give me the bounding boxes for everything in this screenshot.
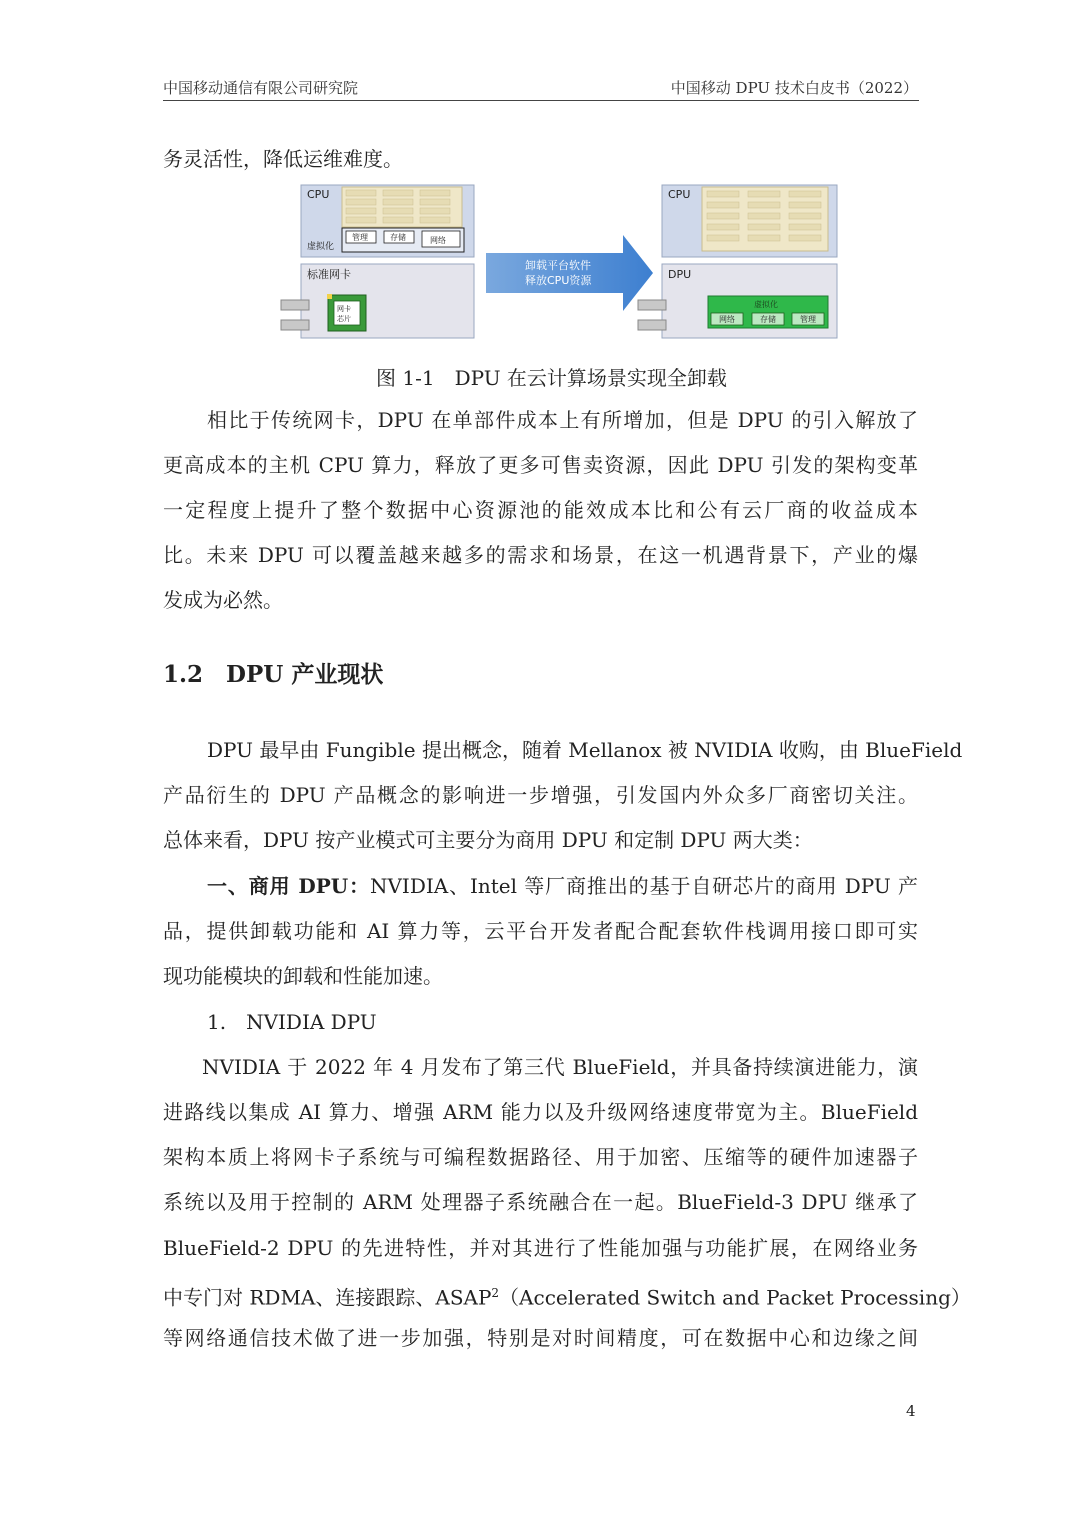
para3-bold-lead: 一、商用 DPU：	[207, 874, 370, 898]
right-core-grid	[702, 187, 828, 251]
left-storage-label: 存储	[390, 233, 406, 242]
para1-line-5: 发成为必然。	[163, 588, 283, 612]
text-line-1: 务灵活性，降低运维难度。	[163, 147, 403, 171]
para4-line-1: NVIDIA 于 2022 年 4 月发布了第三代 BlueField，并具备持续演进能力，演	[202, 1055, 918, 1079]
arrow-text-2: 释放CPU资源	[525, 274, 592, 287]
offload-arrow	[486, 235, 653, 311]
chip-label-2: 芯片	[337, 315, 351, 323]
arrow-text-1: 卸载平台软件	[525, 259, 591, 272]
para1-line-4: 比。未来 DPU 可以覆盖越来越多的需求和场景，在这一机遇背景下，产业的爆	[163, 543, 918, 567]
para2-line-1: DPU 最早由 Fungible 提出概念，随着 Mellanox 被 NVIDIA 收购，由 BlueField	[207, 738, 963, 762]
right-virt-label: 虚拟化	[754, 300, 778, 309]
left-net-label: 网络	[430, 236, 446, 245]
para1-line-3: 一定程度上提升了整个数据中心资源池的能效成本比和公有云厂商的收益成本	[163, 498, 918, 522]
dpu-offload-figure	[280, 183, 840, 341]
para4-line-6-sup: 2	[491, 1286, 500, 1300]
figure-caption: 图 1-1 DPU 在云计算场景实现全卸载	[376, 366, 727, 390]
para4-line-6-pre: 中专门对 RDMA、连接跟踪、ASAP	[163, 1285, 492, 1310]
para4-line-6-post: （Accelerated Switch and Packet Processing）	[499, 1285, 971, 1310]
header-rule	[163, 100, 919, 101]
para1-line-1: 相比于传统网卡，DPU 在单部件成本上有所增加，但是 DPU 的引入解放了	[207, 408, 918, 432]
para4-line-5: BlueField-2 DPU 的先进特性，并对其进行了性能加强与功能扩展，在网络业务	[163, 1236, 918, 1260]
left-nic-label: 标准网卡	[307, 268, 351, 281]
section-heading: 1.2 DPU 产业现状	[163, 661, 384, 688]
para4-line-4: 系统以及用于控制的 ARM 处理器子系统融合在一起。BlueField-3 DPU 继承了	[163, 1190, 918, 1214]
para1-line-2: 更高成本的主机 CPU 算力，释放了更多可售卖资源，因此 DPU 引发的架构变革	[163, 453, 918, 477]
right-storage-label: 存储	[760, 315, 776, 324]
left-virt-label: 虚拟化	[307, 242, 335, 252]
left-core-grid	[342, 187, 462, 227]
right-net-label: 网络	[719, 315, 735, 324]
para4-line-7: 等网络通信技术做了进一步加强，特别是对时间精度，可在数据中心和边缘之间	[163, 1326, 918, 1350]
para2-line-2: 产品衍生的 DPU 产品概念的影响进一步增强，引发国内外众多厂商密切关注。	[163, 783, 918, 807]
header-right: 中国移动 DPU 技术白皮书（2022）	[670, 79, 918, 97]
left-mgmt-label: 管理	[352, 233, 368, 242]
para3-line-1	[207, 873, 918, 899]
list-item-nvidia: 1. NVIDIA DPU	[207, 1010, 377, 1034]
para4-line-6	[163, 1280, 971, 1311]
para2-line-3: 总体来看，DPU 按产业模式可主要分为商用 DPU 和定制 DPU 两大类：	[163, 828, 813, 852]
chip-label-1: 网卡	[337, 305, 351, 313]
para3-line-1-text: NVIDIA、Intel 等厂商推出的基于自研芯片的商用 DPU 产	[369, 874, 918, 898]
right-mgmt-label: 管理	[800, 315, 816, 324]
left-cpu-label: CPU	[307, 188, 330, 201]
para3-line-2: 品，提供卸载功能和 AI 算力等，云平台开发者配合配套软件栈调用接口即可实	[163, 919, 918, 943]
para3-line-3: 现功能模块的卸载和性能加速。	[163, 964, 443, 988]
right-cpu-label: CPU	[668, 188, 691, 201]
right-dpu-label: DPU	[668, 268, 692, 281]
para4-line-2: 进路线以集成 AI 算力、增强 ARM 能力以及升级网络速度带宽为主。BlueField	[163, 1100, 918, 1124]
page-number: 4	[906, 1402, 916, 1420]
header-left: 中国移动通信有限公司研究院	[163, 79, 359, 97]
para4-line-3: 架构本质上将网卡子系统与可编程数据路径、用于加密、压缩等的硬件加速器子	[163, 1145, 918, 1169]
